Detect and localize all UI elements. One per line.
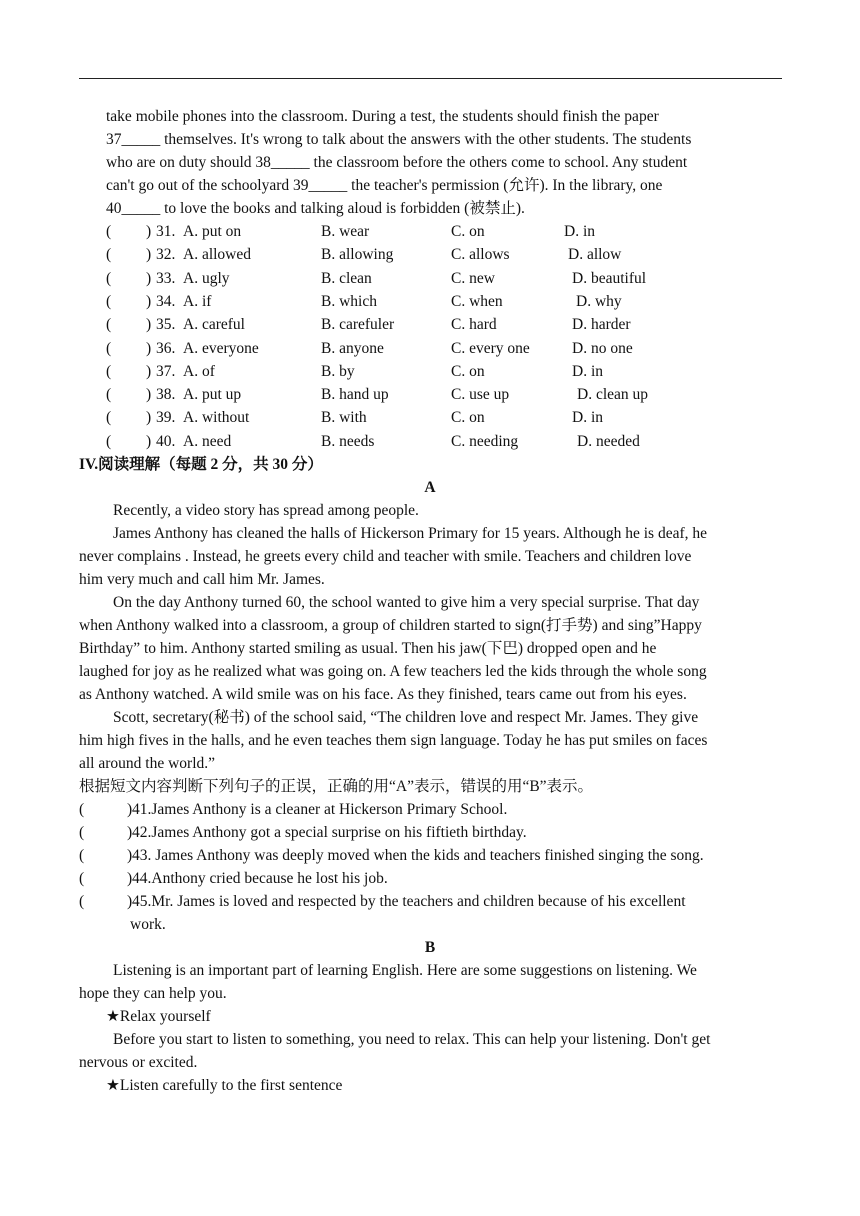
answer-paren-close: ): [146, 316, 152, 334]
answer-paren-open: (: [106, 269, 112, 287]
option-c: C. use up: [451, 386, 510, 404]
tf-statement: 45.Mr. James is loved and respected by the teachers and children because of his excellent: [132, 893, 686, 910]
question-number: 32.: [156, 246, 176, 264]
option-c: C. hard: [451, 316, 497, 334]
option-a: A. ugly: [183, 269, 230, 287]
option-b: B. carefuler: [321, 316, 395, 334]
option-c: C. on: [451, 409, 485, 427]
option-a: A. put on: [183, 223, 242, 240]
answer-paren-close: ): [127, 893, 133, 910]
answer-paren-close: ): [127, 801, 133, 818]
answer-paren-open: (: [79, 847, 85, 864]
passage-a-line: James Anthony has cleaned the halls of Hickerson Primary for 15 years. Although he is deaf, he: [113, 525, 708, 542]
option-a: A. allowed: [183, 246, 252, 264]
option-a: A. everyone: [183, 339, 259, 357]
option-a: A. of: [183, 362, 215, 380]
option-d: D. no one: [572, 339, 633, 357]
passage-a-line: Recently, a video story has spread among people.: [113, 502, 419, 519]
option-d: D. harder: [572, 316, 631, 334]
tf-continuation: work.: [130, 916, 166, 933]
option-a: A. careful: [183, 316, 245, 334]
question-number: 37.: [156, 362, 176, 380]
option-d: D. why: [576, 292, 622, 310]
tf-statement: 41.James Anthony is a cleaner at Hickerson Primary School.: [132, 801, 508, 818]
section-heading: IV.阅读理解（每题 2 分，共 30 分）: [79, 456, 323, 473]
header-rule: [79, 78, 782, 79]
tf-instruction: 根据短文内容判断下列句子的正误，正确的用“A”表示，错误的用“B”表示。: [79, 778, 594, 795]
answer-paren-open: (: [106, 292, 112, 310]
option-d: D. in: [572, 409, 603, 427]
answer-paren-close: ): [146, 386, 152, 404]
option-d: D. in: [572, 362, 603, 380]
option-c: C. on: [451, 223, 485, 240]
option-b: B. wear: [321, 223, 370, 240]
passage-a-line: as Anthony watched. A wild smile was on his face. As they finished, tears came out from his eyes.: [79, 686, 687, 703]
option-b: B. with: [321, 409, 367, 427]
tf-statement: 42.James Anthony got a special surprise on his fiftieth birthday.: [132, 824, 527, 841]
answer-paren-close: ): [127, 824, 133, 841]
option-c: C. allows: [451, 246, 510, 264]
passage-line: take mobile phones into the classroom. During a test, the students should finish the paper: [106, 108, 659, 125]
option-b: B. anyone: [321, 339, 384, 357]
option-c: C. when: [451, 292, 503, 310]
option-a: A. put up: [183, 386, 242, 404]
question-number: 39.: [156, 409, 176, 427]
passage-b-line: Listening is an important part of learning English. Here are some suggestions on listening. We: [113, 962, 697, 979]
question-number: 40.: [156, 432, 176, 450]
option-d: D. allow: [568, 246, 622, 264]
option-d: D. beautiful: [572, 269, 647, 287]
option-a: A. if: [183, 292, 212, 310]
answer-paren-open: (: [106, 223, 112, 240]
answer-paren-close: ): [146, 432, 152, 450]
question-number: 31.: [156, 223, 176, 240]
passage-a-line: laughed for joy as he realized what was going on. A few teachers led the kids through the whole song: [79, 663, 707, 680]
answer-paren-close: ): [146, 339, 152, 357]
passage-b-line: Before you start to listen to something, you need to relax. This can help your listening. Don't get: [113, 1031, 711, 1048]
option-a: A. without: [183, 409, 250, 427]
answer-paren-close: ): [146, 409, 152, 427]
answer-paren-close: ): [127, 870, 133, 887]
option-c: C. on: [451, 362, 485, 380]
passage-a-line: never complains . Instead, he greets every child and teacher with smile. Teachers and children love: [79, 548, 692, 565]
answer-paren-open: (: [106, 386, 112, 404]
answer-paren-close: ): [146, 362, 152, 380]
passage-line: 37_____ themselves. It's wrong to talk about the answers with the other students. The students: [106, 131, 692, 148]
question-number: 33.: [156, 269, 176, 287]
answer-paren-open: (: [79, 870, 85, 887]
part-b-heading: B: [424, 939, 436, 956]
answer-paren-open: (: [79, 824, 85, 841]
answer-paren-open: (: [106, 316, 112, 334]
question-number: 38.: [156, 386, 176, 404]
option-b: B. needs: [321, 432, 375, 450]
option-b: B. by: [321, 362, 355, 380]
question-number: 34.: [156, 292, 176, 310]
part-a-heading: A: [424, 479, 436, 496]
option-d: D. needed: [577, 432, 640, 450]
answer-paren-open: (: [106, 339, 112, 357]
option-c: C. needing: [451, 432, 519, 450]
option-b: B. which: [321, 292, 377, 310]
answer-paren-close: ): [146, 269, 152, 287]
option-b: B. hand up: [321, 386, 389, 404]
option-b: B. allowing: [321, 246, 394, 264]
question-number: 36.: [156, 339, 176, 357]
tf-statement: 43. James Anthony was deeply moved when the kids and teachers finished singing the song.: [132, 847, 704, 864]
option-c: C. new: [451, 269, 495, 287]
passage-line: who are on duty should 38_____ the classroom before the others come to school. Any student: [106, 154, 688, 171]
option-a: A. need: [183, 432, 232, 450]
answer-paren-open: (: [106, 246, 112, 264]
passage-a-line: him very much and call him Mr. James.: [79, 571, 325, 588]
answer-paren-close: ): [146, 292, 152, 310]
answer-paren-open: (: [106, 362, 112, 380]
option-d: D. clean up: [577, 386, 649, 404]
passage-line: can't go out of the schoolyard 39_____ the teacher's permission (允许). In the library, one: [106, 177, 663, 194]
tf-statement: 44.Anthony cried because he lost his job.: [132, 870, 388, 887]
option-d: D. in: [564, 223, 595, 240]
question-number: 35.: [156, 316, 176, 334]
passage-b-line: hope they can help you.: [79, 985, 227, 1002]
answer-paren-open: (: [106, 409, 112, 427]
passage-line: 40_____ to love the books and talking aloud is forbidden (被禁止).: [106, 200, 525, 217]
answer-paren-close: ): [127, 847, 133, 864]
tip-heading: ★Relax yourself: [106, 1008, 211, 1025]
tip-heading: ★Listen carefully to the first sentence: [106, 1077, 343, 1094]
answer-paren-close: ): [146, 246, 152, 264]
passage-a-line: Birthday” to him. Anthony started smiling as usual. Then his jaw(下巴) dropped open and he: [79, 640, 657, 657]
passage-a-line: when Anthony walked into a classroom, a group of children started to sign(打手势) and sing”Happy: [79, 617, 702, 634]
passage-a-line: On the day Anthony turned 60, the school wanted to give him a very special surprise. That day: [113, 594, 700, 611]
option-c: C. every one: [451, 339, 530, 357]
passage-a-line: him high fives in the halls, and he even teaches them sign language. Today he has put smiles on faces: [79, 732, 708, 749]
answer-paren-close: ): [146, 223, 152, 240]
passage-a-line: Scott, secretary(秘书) of the school said, “The children love and respect Mr. James. They give: [113, 709, 699, 726]
answer-paren-open: (: [106, 432, 112, 450]
answer-paren-open: (: [79, 893, 85, 910]
passage-b-line: nervous or excited.: [79, 1054, 198, 1071]
option-b: B. clean: [321, 269, 372, 287]
answer-paren-open: (: [79, 801, 85, 818]
passage-a-line: all around the world.”: [79, 755, 216, 772]
